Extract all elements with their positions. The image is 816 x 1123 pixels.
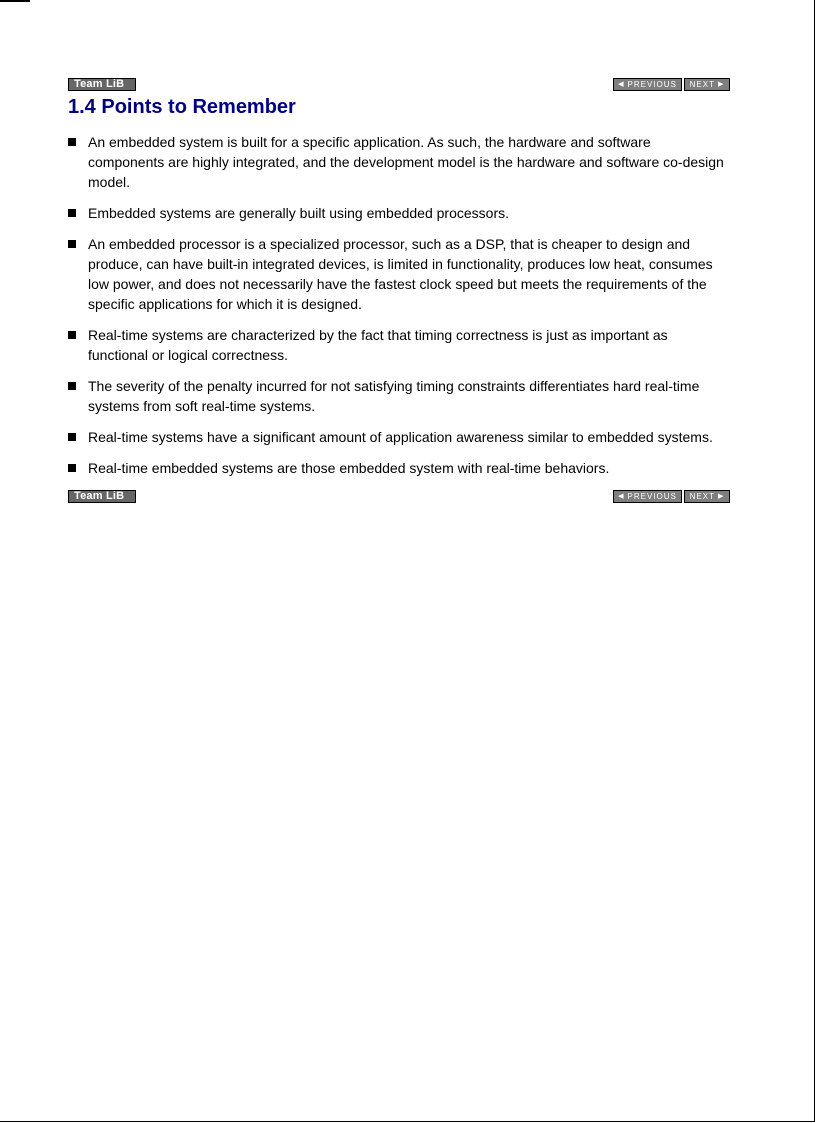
- next-label: NEXT: [689, 79, 715, 89]
- points-list: [68, 132, 730, 478]
- list-item: [68, 427, 730, 447]
- page-title: 1.4 Points to Remember: [68, 96, 296, 118]
- team-lib-link[interactable]: Team LiB: [68, 490, 136, 503]
- point-text: Real-time embedded systems are those embedded system with real-time behaviors.: [88, 460, 610, 476]
- right-arrow-icon: ▶: [717, 493, 725, 500]
- bullet-icon: [68, 138, 76, 146]
- list-item: [68, 325, 730, 365]
- previous-label: PREVIOUS: [627, 491, 677, 501]
- left-arrow-icon: ◀: [618, 81, 625, 88]
- next-label: NEXT: [689, 491, 715, 501]
- bottom-navigation: [68, 488, 730, 504]
- top-nav-buttons: [613, 78, 730, 91]
- list-item: [68, 458, 730, 478]
- list-item: [68, 132, 730, 192]
- list-item: [68, 376, 730, 416]
- bottom-nav-buttons: [613, 490, 730, 503]
- previous-button[interactable]: [613, 78, 682, 91]
- page-content: [68, 76, 730, 504]
- previous-button[interactable]: [613, 490, 682, 503]
- left-arrow-icon: ◀: [618, 493, 625, 500]
- corner-mark: [0, 0, 30, 2]
- team-lib-link[interactable]: Team LiB: [68, 78, 136, 91]
- point-text: Real-time systems are characterized by the fact that timing correctness is just as important as functional or logical correctness.: [88, 327, 668, 363]
- top-navigation: [68, 76, 730, 92]
- next-button[interactable]: [684, 490, 730, 503]
- point-text: Embedded systems are generally built using embedded processors.: [88, 205, 510, 221]
- bullet-icon: [68, 433, 76, 441]
- bullet-icon: [68, 240, 76, 248]
- bullet-icon: [68, 209, 76, 217]
- next-button[interactable]: [684, 78, 730, 91]
- bullet-icon: [68, 331, 76, 339]
- right-arrow-icon: ▶: [717, 81, 725, 88]
- point-text: The severity of the penalty incurred for not satisfying timing constraints differentiates hard real-time systems from soft real-time systems.: [88, 378, 700, 414]
- bullet-icon: [68, 382, 76, 390]
- previous-label: PREVIOUS: [627, 79, 677, 89]
- point-text: Real-time systems have a significant amount of application awareness similar to embedded systems.: [88, 429, 713, 445]
- list-item: [68, 234, 730, 314]
- list-item: [68, 203, 730, 223]
- point-text: An embedded system is built for a specific application. As such, the hardware and software components are highly integrated, and the development model is the hardware and software co-design model.: [88, 134, 724, 190]
- bullet-icon: [68, 464, 76, 472]
- point-text: An embedded processor is a specialized processor, such as a DSP, that is cheaper to design and produce, can have built-in integrated devices, is limited in functionality, produces low heat, consumes low power, and does not necessarily have the fastest clock speed but meets the requirements of the specific applications for which it is designed.: [88, 236, 713, 312]
